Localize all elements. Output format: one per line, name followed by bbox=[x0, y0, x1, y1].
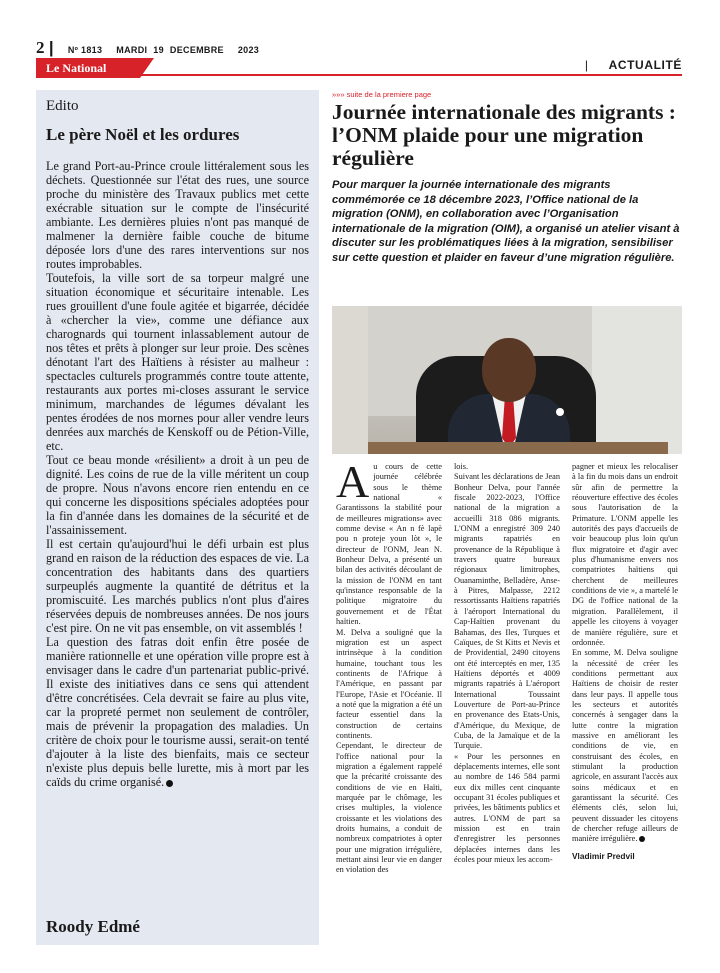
article-dropcap: A bbox=[336, 456, 370, 507]
date-day: MARDI bbox=[116, 45, 148, 55]
article-paragraph: u cours de cette journée célébrée sous le thème national « Garantissons la stabilité pour de meilleures migrations» avec comme devise « An n fè lapè pou n proteje youn lòt », le directeur de l'ONM, Jean N. Bonheur Delva, a présenté un bilan des activités découlant de la mission de l'ONM en tant qu'instance responsable de la politique migratoire du gouvernement et de l'État haïtien. bbox=[336, 462, 442, 627]
end-mark-icon bbox=[639, 836, 645, 842]
article-headline: Journée internationale des migrants : l’ONM plaide pour une migration régulière bbox=[332, 100, 676, 170]
article-column-1 bbox=[336, 456, 442, 876]
article-paragraph: Cependant, le directeur de l'office national pour la migration a également rappelé que la précarité croissante des conditions de vie en Haïti, marquée par le chômage, les crises multiples, la violence croissante et les violations des droits humains, a conduit de nombreux compatriotes à opter pour une migration irrégulière, mettant ainsi leur vie en danger en violation des bbox=[336, 741, 442, 875]
edito-label: Edito bbox=[46, 98, 79, 114]
article-column-3 bbox=[572, 462, 678, 861]
section-label: ACTUALITÉ bbox=[608, 58, 682, 72]
end-mark-icon bbox=[166, 780, 173, 787]
edito-author: Roody Edmé bbox=[46, 917, 140, 936]
article-paragraph: En somme, M. Delva souligne la nécessité de créer les conditions permettant aux Haïtiens de choisir de rester dans leur pays. Il appelle tous les secteurs et autorités concernés à sengager dans la lutte contre la migration massive en améliorant les conditions de vie, en construisant des écoles, en stimulant la production agricole, en assurant l'accès aux soins médicaux et en garantissant la sécurité. Ces éléments clés, selon lui, peuvent dissuader les citoyens de chercher refuge ailleurs de manière irrégulière. bbox=[572, 648, 678, 844]
photo-lapel-pin bbox=[556, 408, 564, 416]
article-photo bbox=[332, 306, 682, 454]
article-paragraph: « Pour les personnes en déplacements internes, elle sont au nombre de 146 584 parmi eux dix milles cent cinquante occupant 31 écoles publiques et privées, les bâtiments publics et autres. L'ONM de part sa mission est en train d'enregistrer les personnes déplacées internes dans les écoles pour mieux les accom- bbox=[454, 751, 560, 865]
edito-paragraph: La question des fatras doit enfin être posée de manière rationnelle et une opération ville propre est à envisager dans le cadre d'un partenariat public-privé. Il existe des initiatives dans ce sens qui attendent d'être concrétisées. Cela devrait se faire au plus vite, car la propreté permet non seulement de contrôler, mais de prévenir la propagation des maladies. Un critère de choix pour le tourisme aussi, serait-on tenté d'ajouter à la liste des bienfaits, mais ce secteur n'existe plus depuis belle lurette, mis à mort par les caïds du crime organisé. bbox=[46, 635, 309, 789]
article-column-2 bbox=[454, 462, 560, 865]
article-signature: Vladimir Predvil bbox=[572, 850, 635, 861]
article-paragraph: lois. bbox=[454, 462, 469, 471]
article-paragraph: M. Delva a souligné que la migration est un aspect intrinsèque à la condition humaine, touchant tous les continents de l'Afrique à l'Amérique, en passant par l'Europe, l'Asie et l'Océanie. Il a noté que la migration a été un facteur essentiel dans la construction de certains continents. bbox=[336, 627, 442, 740]
edito-body bbox=[46, 159, 309, 789]
photo-person-head bbox=[482, 338, 536, 402]
date-month: DECEMBRE bbox=[169, 45, 224, 55]
edito-paragraph: Le grand Port-au-Prince croule littéralement sous les déchets. Questionnée sur l'état des rues, une source proche du ministère des Travaux publics met cette exécrable situation sur le compte de l'insécurité ambiante. Les dernières pluies n'ont pas manqué de malmener la dernière faible couche de bitume déposée lors d'une des rares interventions sur nos routes improbables. bbox=[46, 159, 309, 271]
brand-logo: Le National bbox=[36, 58, 140, 78]
issue-number: Nº 1813 bbox=[67, 45, 103, 55]
edito-box bbox=[36, 90, 319, 945]
section-separator: | bbox=[584, 58, 589, 72]
date-number: 19 bbox=[153, 45, 164, 55]
article-paragraph: Suivant les déclarations de Jean Bonheur Delva, pour l'année fiscale 2022-2023, l'Office national de la migration a accueilli 318 086 migrants. L'ONM a enregistré 309 240 migrants rapatriés en provenance de la République à travers quatre bureaux régionaux limitrophes, Ouanaminthe, Belladère, Anse-à Pitres, Malpasse, 2212 ressortissants Haïtiens rapatriés à l'aéroport International du Cap-Haïtien provenant du Bahamas, des Iles, Turques et Caïques, de St Kitts et Nevis et de Providential, 2490 citoyens ont été interceptés en mer, 135 Haïtiens déportés et 4009 migrants rapatriés à L'aéroport International Toussaint Louverture de Port-au-Prince en provenance des Etats-Unis, d'Amérique, du Mexique, de Cuba, de la Jamaïque et de la Turquie. bbox=[454, 472, 560, 751]
edito-paragraph: Tout ce beau monde «résilient» a droit à un peu de dignité. Les coins de rue de la ville méritent un coup de propre. Nous n'avons encore rien entendu en ce qui concerne les dispositions spéciales adoptées pour la fin d'année dans les domaines de la sécurité et de l'assainissement. bbox=[46, 453, 309, 537]
photo-wall-light bbox=[592, 306, 682, 454]
masthead-rule bbox=[140, 74, 682, 76]
article-paragraph: pagner et mieux les relocaliser à la fin du mois dans un endroit sûr afin de permettre la réouverture effective des écoles sous l'autorisation de la Primature. L'ONM appelle les autorités des pays d'accueils de voir beaucoup plus loin qu'un flux migratoire et d'agir avec plus d'humanisme envers nos compatriotes haïtiens qui cherchent de meilleures conditions de vie », a martelé le DG de l'office national de la migration. Parallèlement, il appelle les citoyens à voyager de manière régulière, sure et ordonnée. bbox=[572, 462, 678, 647]
page-header bbox=[36, 38, 259, 58]
edito-paragraph-last bbox=[46, 635, 309, 789]
article-kicker: »»» suite de la premiere page bbox=[332, 90, 432, 99]
article-paragraph-last bbox=[572, 648, 678, 845]
page-number: 2 bbox=[36, 38, 45, 57]
photo-door bbox=[332, 306, 368, 454]
date-year: 2023 bbox=[237, 45, 260, 55]
photo-desk bbox=[368, 442, 668, 454]
section-name bbox=[585, 58, 682, 72]
article-header bbox=[332, 90, 682, 265]
edito-paragraph: Toutefois, la ville sort de sa torpeur malgré une situation économique et sécuritaire intenable. Les rues grouillent d'une foule agitée et bigarrée, décidée à «chercher la vie», comme une défiance aux charognards qui tournent inlassablement autour de nos têtes et prêts à plonger sur leur proie. Des scènes dénotant l'art des Haïtiens à résister au malheur : spectacles culturels programmés contre toute attente, restaurants aux portes mi-closes assurant le service minimum, marchandes de légumes dévalant les pentes érodées de nos mornes pour aller vendre leurs denrées aux marchés de Kenskoff ou de Pétion-Ville, etc. bbox=[46, 271, 309, 453]
article-lead: Pour marquer la journée internationale des migrants commémorée ce 18 décembre 2023, l’Office national de la migration (ONM), en collaboration avec l’Organisation internationale de la migration (OIM), a organisé un atelier visant à discuter sur les problématiques liées à la migration, sensibiliser sur cette question et plaider en faveur d’une migration régulière. bbox=[332, 179, 680, 264]
edito-title: Le père Noël et les ordures bbox=[46, 125, 240, 144]
edito-paragraph: Il est certain qu'aujourd'hui le défi urbain est plus grand en raison de la réduction des espaces de vie. La concentration des habitants dans des quartiers surpeuplés augmente la quantité de détritus et la promiscuité. Les marchés publics n'ont plus d'aires réservées depuis de nombreuses années. De nos jours c'est pire. On ne vit pas ensemble, on vit assemblés ! bbox=[46, 537, 309, 635]
page-separator: | bbox=[48, 38, 54, 57]
